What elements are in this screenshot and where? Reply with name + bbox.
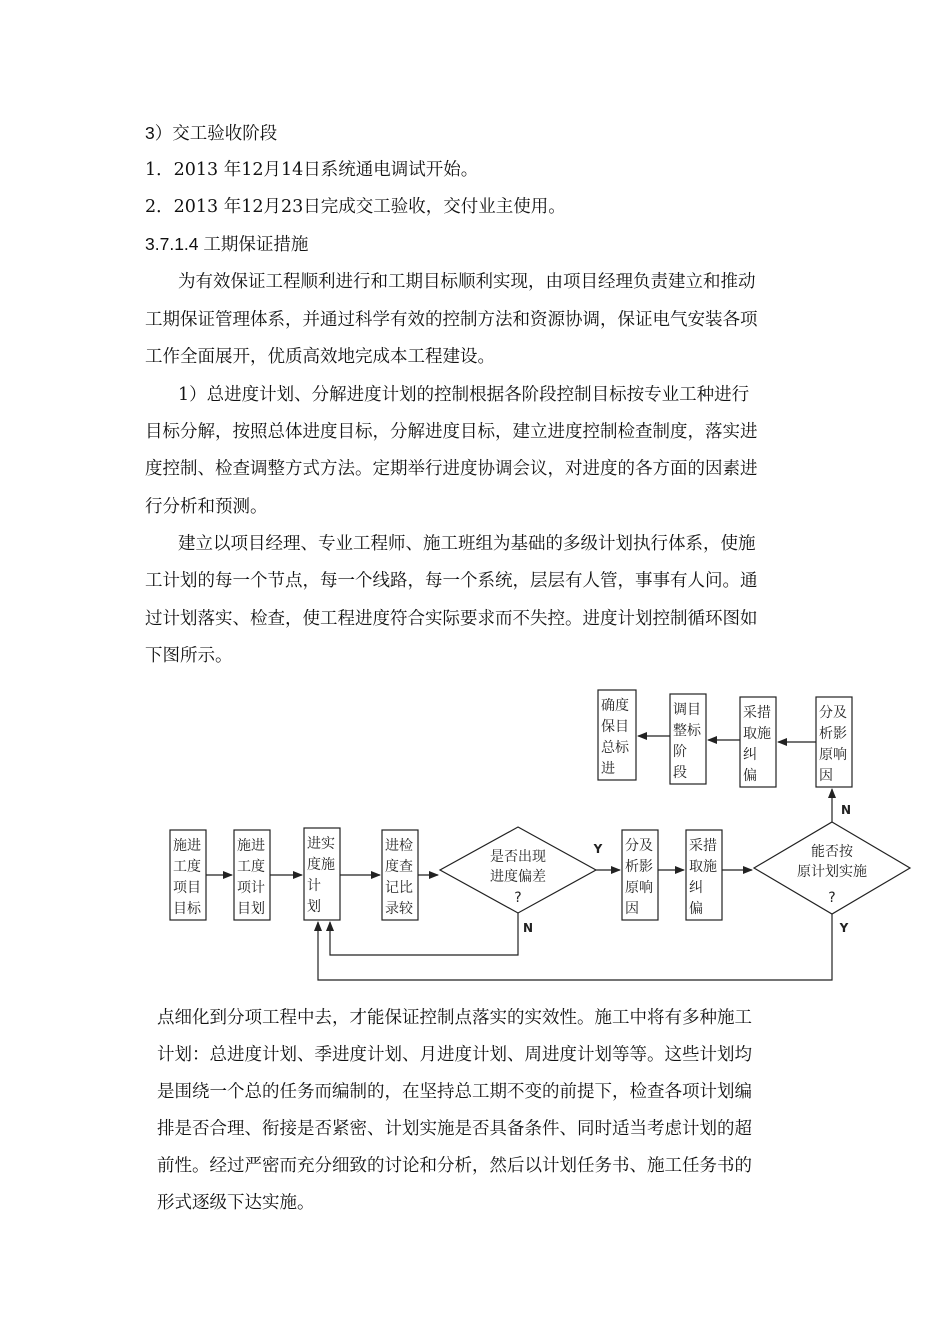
svg-text:工度: 工度 <box>173 859 201 875</box>
paragraph-line: 为有效保证工程顺利进行和工期目标顺利实现，由项目经理负责建立和推动 <box>178 272 756 292</box>
svg-text:目标: 目标 <box>173 901 201 917</box>
svg-text:段: 段 <box>673 765 687 781</box>
box-adjust-target <box>670 694 706 784</box>
box-analyze-cause <box>622 830 658 920</box>
svg-text:纠: 纠 <box>689 880 703 896</box>
svg-text:整标: 整标 <box>673 723 701 739</box>
svg-text:施进: 施进 <box>173 838 201 854</box>
paragraph-line: 形式逐级下达实施。 <box>157 1193 315 1213</box>
svg-text:纠: 纠 <box>743 747 757 763</box>
svg-text:取施: 取施 <box>689 859 717 875</box>
svg-text:?: ? <box>514 890 522 906</box>
paragraph-line: 是围绕一个总的任务而编制的，在坚持总工期不变的前提下，检查各项计划编 <box>157 1082 752 1102</box>
label-yes: Y <box>839 921 849 935</box>
paragraph-line: 工期保证管理体系，并通过科学有效的控制方法和资源协调，保证电气安装各项 <box>145 310 758 330</box>
box-project-target <box>170 830 206 920</box>
svg-text:目划: 目划 <box>237 901 265 917</box>
paragraph-line: 工计划的每一个节点，每一个线路，每一个系统，层层有人管，事事有人问。通 <box>145 571 758 591</box>
svg-text:原响: 原响 <box>625 880 653 896</box>
svg-text:记比: 记比 <box>385 880 413 896</box>
feedback-arrow <box>330 913 518 955</box>
svg-text:析影: 析影 <box>625 859 653 875</box>
paragraph-line: 行分析和预测。 <box>145 497 268 517</box>
svg-text:保目: 保目 <box>601 719 629 735</box>
svg-text:确度: 确度 <box>601 698 629 714</box>
svg-text:能否按: 能否按 <box>811 844 853 860</box>
box-implement-plan <box>304 828 340 920</box>
box-take-measures-top <box>740 697 776 787</box>
section-title: 3.7.1.4 工期保证措施 <box>145 234 309 254</box>
box-check-compare <box>382 830 418 920</box>
svg-text:施进: 施进 <box>237 838 265 854</box>
svg-text:总标: 总标 <box>601 740 629 756</box>
feedback-arrow <box>318 914 832 980</box>
svg-text:进: 进 <box>601 761 615 777</box>
svg-text:原计划实施: 原计划实施 <box>797 864 867 880</box>
svg-text:阶: 阶 <box>673 744 687 760</box>
svg-text:项目: 项目 <box>173 880 201 896</box>
label-no: N <box>522 921 534 935</box>
svg-text:调目: 调目 <box>673 702 701 718</box>
svg-text:进度偏差: 进度偏差 <box>490 869 546 885</box>
svg-text:?: ? <box>828 890 836 906</box>
paragraph-line: 目标分解，按照总体进度目标，分解进度目标，建立进度控制检查制度，落实进 <box>145 422 758 442</box>
svg-text:项计: 项计 <box>237 880 265 896</box>
label-yes: Y <box>593 842 603 856</box>
svg-text:工度: 工度 <box>237 859 265 875</box>
paragraph-line: 计划：总进度计划、季进度计划、月进度计划、周进度计划等等。这些计划均 <box>157 1045 752 1065</box>
box-project-plan <box>234 830 270 920</box>
paragraph-line: 排是否合理、衔接是否紧密、计划实施是否具备条件、同时适当考虑计划的超 <box>157 1119 752 1139</box>
svg-text:划: 划 <box>307 899 321 915</box>
svg-text:因: 因 <box>819 768 833 784</box>
svg-text:录较: 录较 <box>385 901 413 917</box>
svg-text:进实: 进实 <box>307 836 335 852</box>
svg-text:因: 因 <box>625 901 639 917</box>
paragraph-line: 建立以项目经理、专业工程师、施工班组为基础的多级计划执行体系，使施 <box>178 534 756 554</box>
box-ensure-target <box>598 690 636 780</box>
svg-text:采措: 采措 <box>743 705 771 721</box>
paragraph-line: 前性。经过严密而充分细致的讨论和分析，然后以计划任务书、施工任务书的 <box>157 1156 752 1176</box>
paragraph-line: 过计划落实、检查，使工程进度符合实际要求而不失控。进度计划控制循环图如 <box>145 609 758 629</box>
svg-text:计: 计 <box>307 878 321 894</box>
svg-text:是否出现: 是否出现 <box>490 849 546 865</box>
svg-text:析影: 析影 <box>819 726 847 742</box>
box-analyze-cause-top <box>816 697 852 787</box>
paragraph-line: 下图所示。 <box>145 646 233 666</box>
box-take-measures <box>686 830 722 920</box>
paragraph-line: 度控制、检查调整方式方法。定期举行进度协调会议，对进度的各方面的因素进 <box>145 459 758 479</box>
svg-text:分及: 分及 <box>819 705 847 721</box>
list-item: 1．2013 年12月14日系统通电调试开始。 <box>145 160 479 180</box>
paragraph-line: 1）总进度计划、分解进度计划的控制根据各阶段控制目标按专业工种进行 <box>178 385 750 405</box>
svg-text:度查: 度查 <box>385 859 413 875</box>
svg-text:度施: 度施 <box>307 857 335 873</box>
diamond-deviation <box>440 827 596 913</box>
paragraph-line: 点细化到分项工程中去，才能保证控制点落实的实效性。施工中将有多种施工 <box>157 1008 752 1028</box>
diamond-original-plan <box>754 822 910 914</box>
svg-text:偏: 偏 <box>689 901 703 917</box>
label-no: N <box>840 803 852 817</box>
svg-text:偏: 偏 <box>743 768 757 784</box>
svg-text:原响: 原响 <box>819 747 847 763</box>
list-item: 2．2013 年12月23日完成交工验收，交付业主使用。 <box>145 197 566 217</box>
svg-text:采措: 采措 <box>689 838 717 854</box>
svg-text:分及: 分及 <box>625 838 653 854</box>
svg-text:进检: 进检 <box>385 838 413 854</box>
paragraph-line: 工作全面展开，优质高效地完成本工程建设。 <box>145 347 495 367</box>
svg-text:取施: 取施 <box>743 726 771 742</box>
stage-heading: 3）交工验收阶段 <box>145 123 278 143</box>
